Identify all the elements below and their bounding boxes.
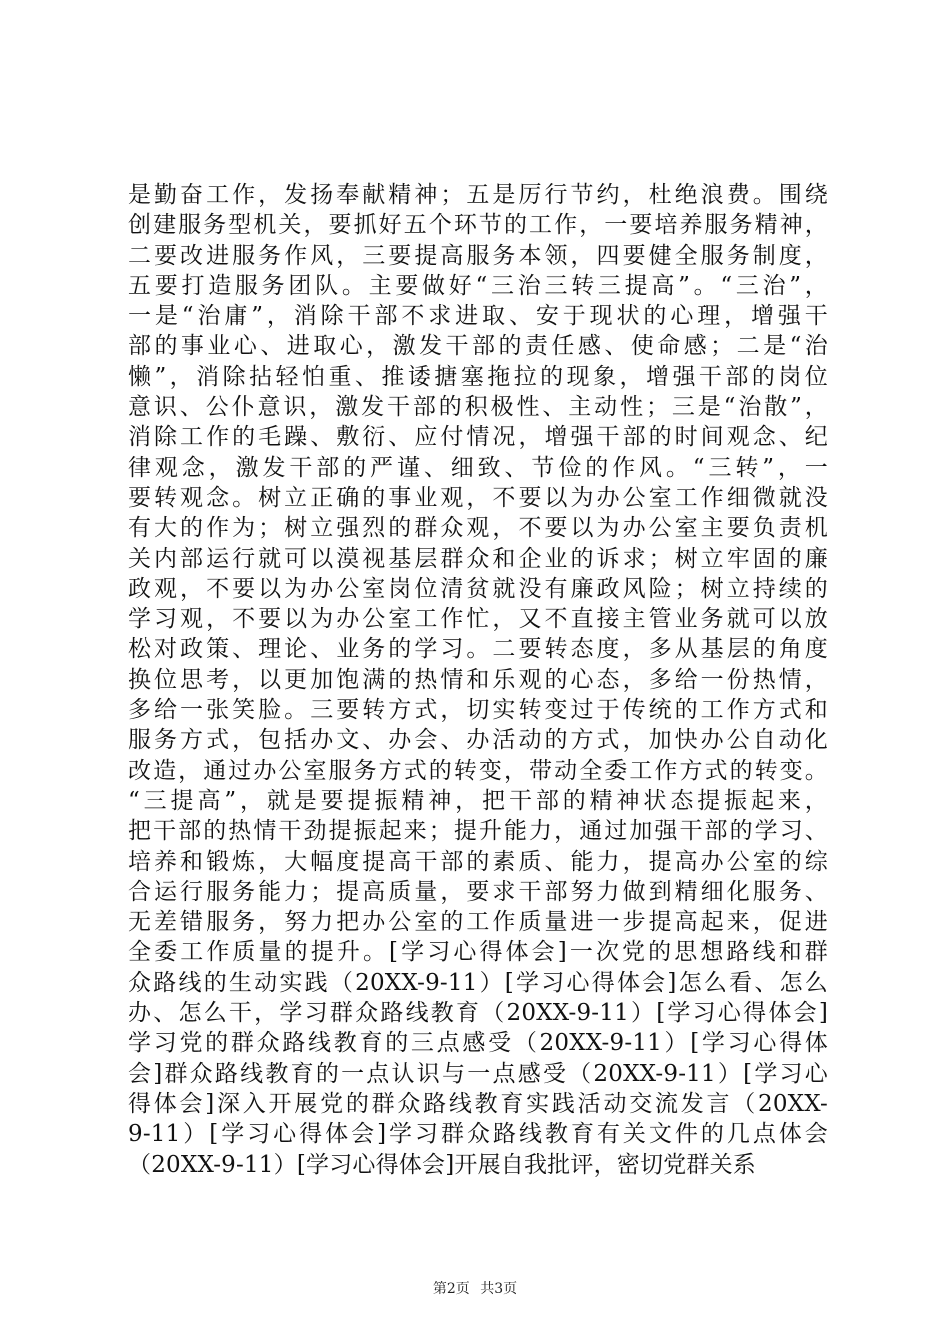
- text-line: 服务方式，包括办文、办会、办活动的方式，加快办公自动化: [128, 727, 828, 754]
- text-line: 把干部的热情干劲提振起来；提升能力，通过加强干部的学习、: [128, 818, 828, 845]
- text-line: 二要改进服务作风，三要提高服务本领，四要健全服务制度，: [128, 242, 828, 269]
- text-line: 创建服务型机关，要抓好五个环节的工作，一要培养服务精神，: [128, 212, 828, 239]
- text-line: 律观念，激发干部的严谨、细致、节俭的作风。“三转”，一: [128, 454, 828, 481]
- text-line: 9-11）[学习心得体会]学习群众路线教育有关文件的几点体会: [128, 1121, 828, 1148]
- text-line: 合运行服务能力；提高质量，要求干部努力做到精细化服务、: [128, 878, 828, 905]
- text-line: 有大的作为；树立强烈的群众观，不要以为办公室主要负责机: [128, 515, 828, 542]
- text-line: 懒”，消除拈轻怕重、推诿搪塞拖拉的现象，增强干部的岗位: [128, 363, 828, 390]
- text-line: 办、怎么干，学习群众路线教育（20XX-9-11）[学习心得体会]: [128, 1000, 828, 1027]
- text-line: 无差错服务，努力把办公室的工作质量进一步提高起来，促进: [128, 909, 828, 936]
- text-line: 换位思考，以更加饱满的热情和乐观的心态，多给一份热情，: [128, 666, 828, 693]
- text-line: 政观，不要以为办公室岗位清贫就没有廉政风险；树立持续的: [128, 575, 828, 602]
- text-line: 要转观念。树立正确的事业观，不要以为办公室工作细微就没: [128, 484, 828, 511]
- text-line: 五要打造服务团队。主要做好“三治三转三提高”。“三治”，: [128, 272, 828, 299]
- text-line: 学习观，不要以为办公室工作忙，又不直接主管业务就可以放: [128, 606, 828, 633]
- text-line: 是勤奋工作，发扬奉献精神；五是厉行节约，杜绝浪费。围绕: [128, 182, 828, 208]
- text-line: 关内部运行就可以漠视基层群众和企业的诉求；树立牢固的廉: [128, 545, 828, 572]
- text-line: 培养和锻炼，大幅度提高干部的素质、能力，提高办公室的综: [128, 848, 828, 875]
- text-line: 松对政策、理论、业务的学习。二要转态度，多从基层的角度: [128, 636, 828, 663]
- text-line: 全委工作质量的提升。[学习心得体会]一次党的思想路线和群: [128, 939, 828, 966]
- text-line: 消除工作的毛躁、敷衍、应付情况，增强干部的时间观念、纪: [128, 424, 828, 451]
- text-line: 会]群众路线教育的一点认识与一点感受（20XX-9-11）[学习心: [128, 1060, 828, 1087]
- text-line: 意识、公仆意识，激发干部的积极性、主动性；三是“治散”，: [128, 394, 828, 421]
- text-line: 学习党的群众路线教育的三点感受（20XX-9-11）[学习心得体: [128, 1030, 828, 1057]
- text-line: 众路线的生动实践（20XX-9-11）[学习心得体会]怎么看、怎么: [128, 969, 828, 996]
- text-line: 一是“治庸”，消除干部不求进取、安于现状的心理，增强干: [128, 303, 828, 330]
- text-line: 多给一张笑脸。三要转方式，切实转变过于传统的工作方式和: [128, 697, 828, 724]
- page-total: 共3页: [480, 1281, 518, 1297]
- body-text: [128, 180, 828, 1180]
- page-number: 第2页: [432, 1281, 470, 1297]
- text-line: 改造，通过办公室服务方式的转变，带动全委工作方式的转变。: [128, 757, 828, 784]
- text-line: 部的事业心、进取心，激发干部的责任感、使命感；二是“治: [128, 333, 828, 360]
- text-line: 得体会]深入开展党的群众路线教育实践活动交流发言（20XX-: [128, 1090, 828, 1117]
- text-line: “三提高”，就是要提振精神，把干部的精神状态提振起来，: [128, 787, 828, 814]
- page-footer: [0, 1280, 950, 1298]
- text-line: （20XX-9-11）[学习心得体会]开展自我批评，密切党群关系: [128, 1151, 756, 1178]
